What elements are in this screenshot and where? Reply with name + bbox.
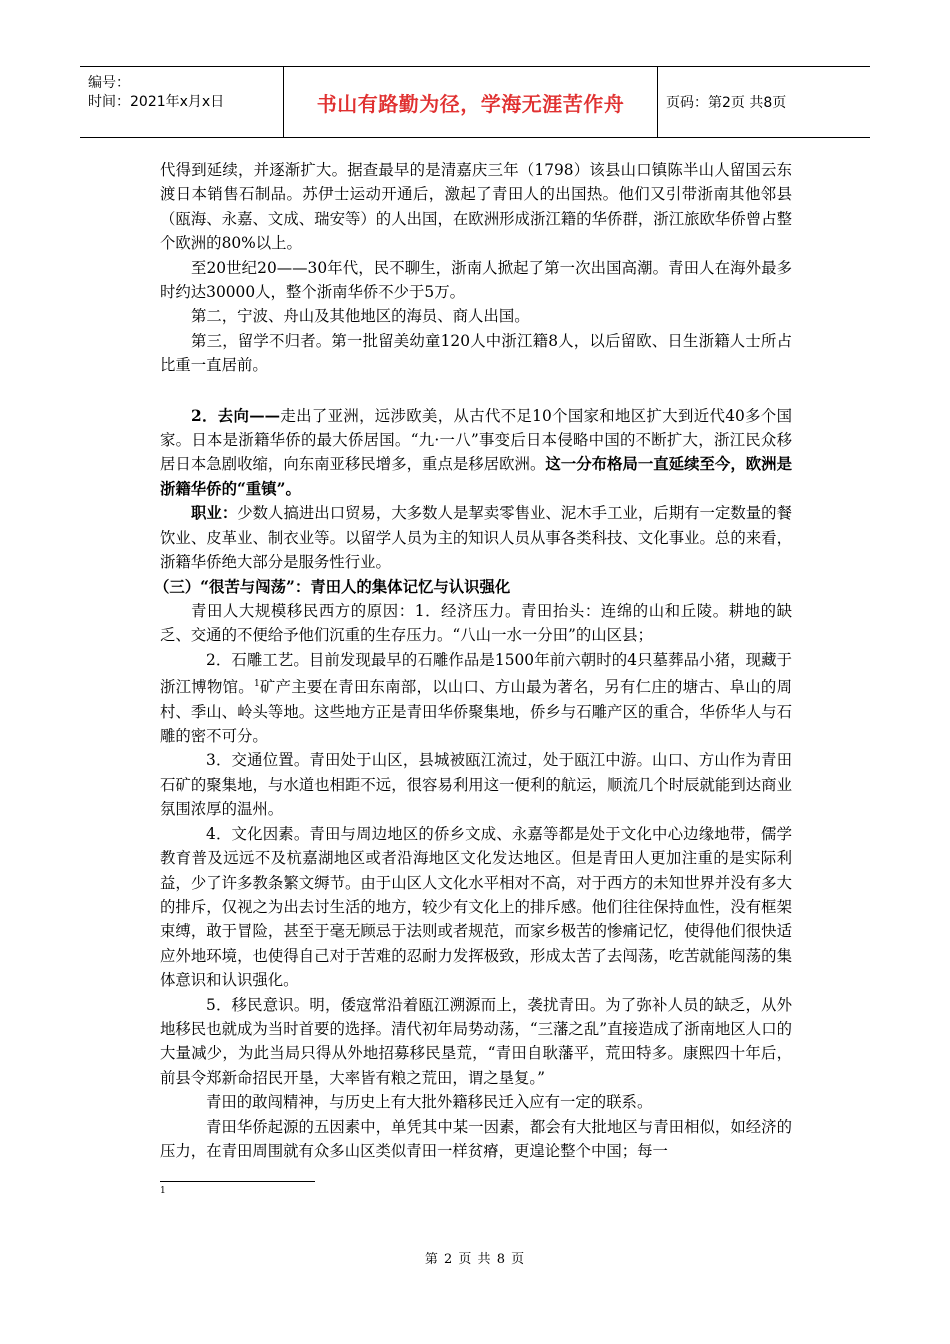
bold-lead: 2．去向—— [191, 406, 281, 425]
paragraph: 第二，宁波、舟山及其他地区的海员、商人出国。 [191, 307, 530, 326]
bold-conclusion: 这一分布格局一直延续至今，欧洲是浙籍华侨的“重镇”。 [160, 455, 792, 498]
bold-lead: 职业： [191, 504, 238, 523]
paragraph: 青田人大规模移民西方的原因：1．经济压力。青田抬头：连绵的山和丘陵。耕地的缺乏、交通的不便给予他们沉重的生存压力。“八山一水一分田”的山区县； [160, 601, 792, 645]
header-date: 时间：2021年x月x日 [88, 94, 225, 110]
paragraph-text: 矿产主要在青田东南部，以山口、方山最为著名，另有仁庄的塘古、阜山的周村、季山、岭头等地。这些地方正是青田华侨聚集地，侨乡与石雕产区的重合，华侨华人与石雕的密不可分。 [160, 678, 792, 746]
document-body [154, 158, 792, 1163]
paragraph: 5．移民意识。明，倭寇常沿着瓯江溯源而上，袭扰青田。为了弥补人员的缺乏，从外地移民也就成为当时首要的选择。清代初年局势动荡，“三藩之乱”直接造成了浙南地区人口的大量减少，为此当局只得从外地招募移民垦荒，“青田自耿藩平，荒田特多。康熙四十年后，前县令郑新命招民开垦，大率皆有粮之荒田，谓之垦复。” [160, 995, 792, 1087]
paragraph-text: 走出了亚洲，远涉欧美，从古代不足10个国家和地区扩大到近代40多个国家。日本是浙籍华侨的最大侨居国。“九·一八”事变后日本侵略中国的不断扩大，浙江民众移居日本急剧收缩，向东南亚移民增多，重点是移居欧洲。 [160, 406, 792, 474]
paragraph: 至20世纪20——30年代，民不聊生，浙南人掀起了第一次出国高潮。青田人在海外最多时约达30000人，整个浙南华侨不少于5万。 [160, 258, 792, 302]
page-footer: 第 2 页 共 8 页 [424, 1252, 526, 1267]
paragraph: 青田华侨起源的五因素中，单凭其中某一因素，都会有大批地区与青田相似，如经济的压力，在青田周围就有众多山区类似青田一样贫瘠，更遑论整个中国；每一 [160, 1117, 792, 1160]
paragraph-text: 2．石雕工艺。目前发现最早的石雕作品是1500年前六朝时的4只墓葬品小猪，现藏于浙江博物馆。 [160, 650, 792, 697]
paragraph [160, 648, 792, 749]
footnote-mark: 1 [160, 1186, 166, 1196]
header-page-info: 页码：第2页 共8页 [666, 95, 787, 111]
section-heading: （三）“很苦与闯荡”：青田人的集体记忆与认识强化 [154, 577, 511, 596]
header-motto: 书山有路勤为径，学海无涯苦作舟 [284, 67, 658, 137]
footnote-reference[interactable]: 1 [253, 679, 260, 690]
paragraph: 3．交通位置。青田处于山区，县城被瓯江流过，处于瓯江中游。山口、方山作为青田石矿的聚集地，与水道也相距不远，很容易利用这一便利的航运，顺流几个时辰就能到达商业氛围浓厚的温州。 [160, 751, 792, 819]
paragraph: 4．文化因素。青田与周边地区的侨乡文成、永嘉等都是处于文化中心边缘地带，儒学教育普及远远不及杭嘉湖地区或者沿海地区文化发达地区。但是青田人更加注重的是实际利益，少了许多教条繁文缛节。由于山区人文化水平相对不高，对于西方的未知世界并没有多大的排斥，仅视之为出去讨生活的地方，较少有文化上的排斥感。他们往往保持血性，没有框架束缚，敢于冒险，甚至于毫无顾忌于法则或者规范，而家乡极苦的惨痛记忆，使得他们很快适应外地环境，也使得自己对于苦难的忍耐力发挥极致，形成太苦了去闯荡，吃苦就能闯荡的集体意识和认识强化。 [160, 824, 792, 990]
blank-line [160, 378, 792, 404]
paragraph: 第三，留学不归者。第一批留美幼童120人中浙江籍8人，以后留欧、日生浙籍人士所占比重一直居前。 [160, 331, 792, 375]
header-number-label: 编号： [88, 75, 130, 91]
paragraph: 代得到延续，并逐渐扩大。据查最早的是清嘉庆三年（1798）该县山口镇陈半山人留国云东渡日本销售石制品。苏伊士运动开通后，激起了青田人的出国热。他们又引带浙南其他邻县（瓯海、永嘉、文成、瑞安等）的人出国，在欧洲形成浙江籍的华侨群，浙江旅欧华侨曾占整个欧洲的80%以上。 [160, 161, 792, 253]
paragraph [160, 501, 792, 574]
paragraph [160, 404, 792, 502]
paragraph: 青田的敢闯精神，与历史上有大批外籍移民迁入应有一定的联系。 [206, 1093, 653, 1112]
footnote-separator [160, 1181, 315, 1182]
header-meta-cell [80, 67, 284, 137]
paragraph-text: 少数人搞进出口贸易，大多数人是挈卖零售业、泥木手工业，后期有一定数量的餐饮业、皮革业、制衣业等。以留学人员为主的知识人员从事各类科技、文化事业。总的来看，浙籍华侨绝大部分是服务性行业。 [160, 504, 792, 572]
page-header [80, 66, 870, 138]
